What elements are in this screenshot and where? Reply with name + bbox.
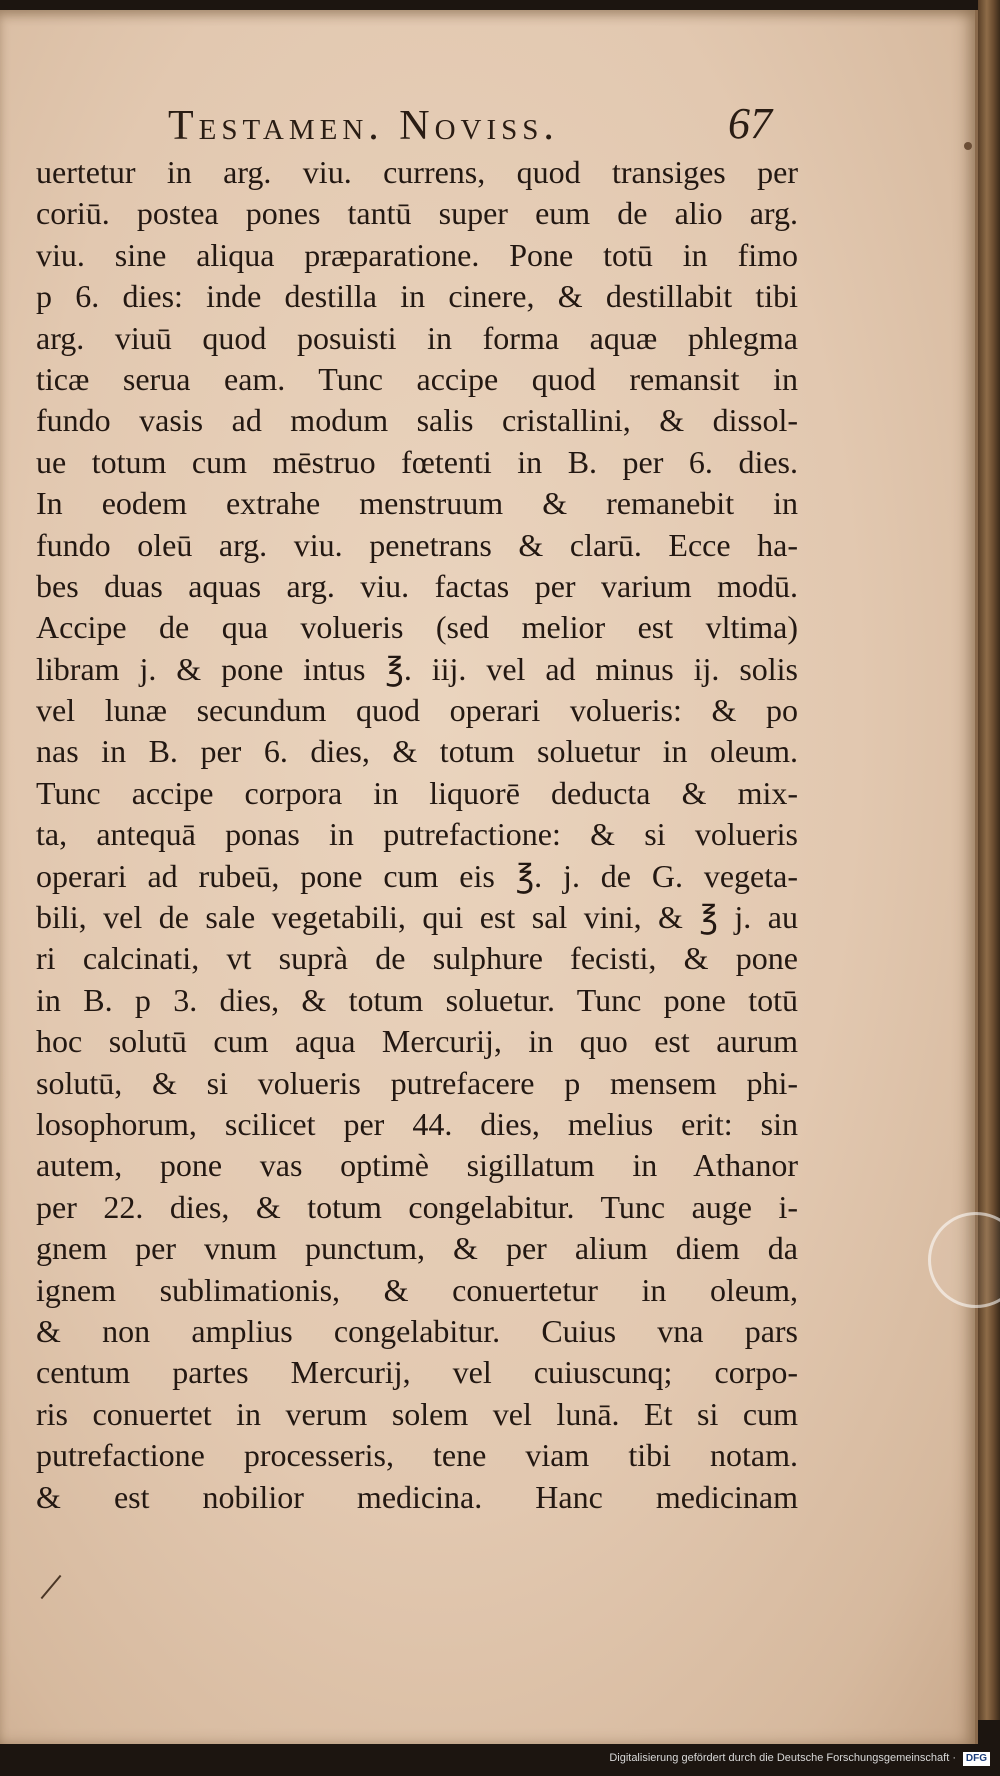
funding-credit: Digitalisierung gefördert durch die Deutsche Forschungsgemeinschaft · (609, 1752, 956, 1764)
text-line: ticæ serua eam. Tunc accipe quod remansit in (36, 360, 798, 397)
text-line: arg. viuū quod posuisti in forma aquæ phlegma (36, 319, 798, 356)
text-line: bili, vel de sale vegetabili, qui est sal vini, & ℥ j. au (36, 899, 798, 936)
text-line: & est nobilior medicina. Hanc medicinam (36, 1478, 798, 1515)
text-line: centum partes Mercurij, vel cuiuscunq; corpo- (36, 1354, 798, 1391)
book-page (0, 10, 978, 1744)
page-number: 67 (728, 99, 772, 148)
text-line: ris conuertet in verum solem vel lunā. Et si cum (36, 1395, 798, 1432)
text-line: autem, pone vas optimè sigillatum in Athanor (36, 1147, 798, 1184)
text-line: ue totum cum mēstruo fœtenti in B. per 6. dies. (36, 443, 798, 480)
text-line: viu. sine aliqua præparatione. Pone totū in fimo (36, 236, 798, 273)
text-line: Tunc accipe corpora in liquorē deducta & mix- (36, 774, 798, 811)
text-line: In eodem extrahe menstruum & remanebit in (36, 485, 798, 522)
text-line: uertetur in arg. viu. currens, quod transiges per (36, 154, 798, 190)
text-line: putrefactione processeris, tene viam tibi notam. (36, 1437, 798, 1474)
text-line: hoc solutū cum aqua Mercurij, in quo est aurum (36, 1023, 798, 1060)
text-line: ri calcinati, vt suprà de sulphure fecisti, & pone (36, 940, 798, 977)
text-line: bes duas aquas arg. viu. factas per varium modū. (36, 567, 798, 604)
body-text (36, 152, 798, 1518)
text-line: losophorum, scilicet per 44. dies, melius erit: sin (36, 1105, 798, 1142)
digitization-footer (0, 1744, 1000, 1776)
text-line: per 22. dies, & totum congelabitur. Tunc auge i- (36, 1188, 798, 1225)
text-line: p 6. dies: inde destilla in cinere, & destillabit tibi (36, 278, 798, 315)
text-line: ta, antequā ponas in putrefactione: & si volueris (36, 816, 798, 853)
text-line: fundo oleū arg. viu. penetrans & clarū. Ecce ha- (36, 526, 798, 563)
text-line: Accipe de qua volueris (sed melior est vltima) (36, 609, 798, 646)
text-line: ignem sublimationis, & conuertetur in oleum, (36, 1271, 798, 1308)
text-line: in B. p 3. dies, & totum soluetur. Tunc pone totū (36, 981, 798, 1018)
running-title: Testamen. Noviss. (168, 103, 559, 149)
text-line: fundo vasis ad modum salis cristallini, & dissol- (36, 402, 798, 439)
text-line: nas in B. per 6. dies, & totum soluetur in oleum. (36, 733, 798, 770)
text-line: coriū. postea pones tantū super eum de alio arg. (36, 195, 798, 232)
text-line: & non amplius congelabitur. Cuius vna pars (36, 1312, 798, 1349)
page-header (168, 99, 868, 150)
paper-spot (964, 142, 972, 150)
page-fore-edge (978, 0, 1000, 1720)
text-line: solutū, & si volueris putrefacere p mensem phi- (36, 1064, 798, 1101)
pen-mark (41, 1575, 62, 1599)
dfg-logo: DFG (963, 1752, 990, 1766)
text-line: gnem per vnum punctum, & per alium diem da (36, 1230, 798, 1267)
text-line: operari ad rubeū, pone cum eis ℥. j. de G. vegeta- (36, 857, 798, 894)
text-line: vel lunæ secundum quod operari volueris: & po (36, 692, 798, 729)
text-line: libram j. & pone intus ℥. iij. vel ad minus ij. solis (36, 650, 798, 687)
